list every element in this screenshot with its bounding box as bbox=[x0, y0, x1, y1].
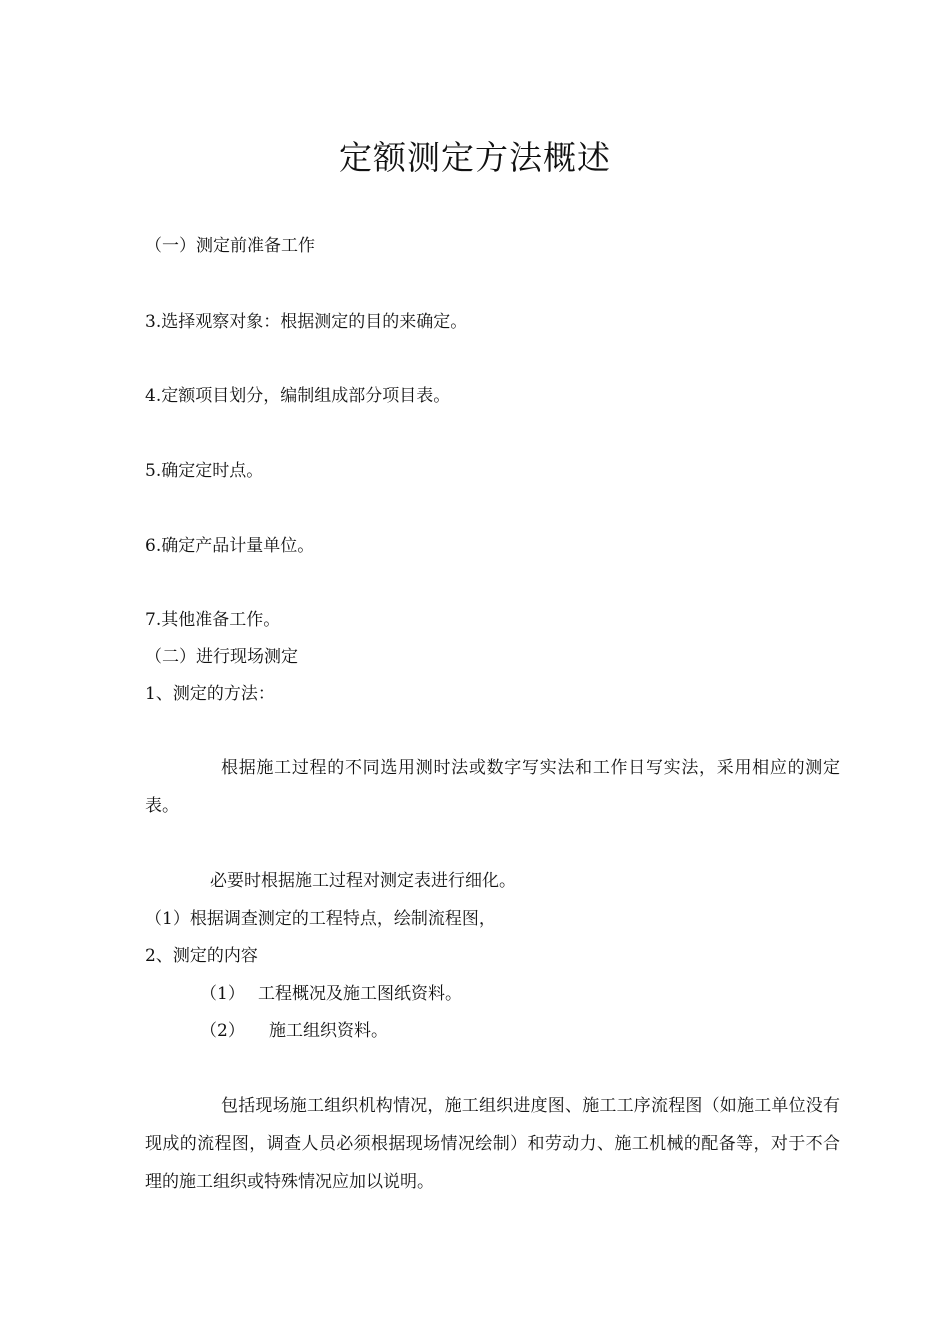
list-item: 4.定额项目划分，编制组成部分项目表。 bbox=[145, 386, 451, 406]
section-heading-preparation: （一）测定前准备工作 bbox=[145, 236, 315, 256]
list-item: 7.其他准备工作。 bbox=[145, 610, 281, 630]
document-title: 定额测定方法概述 bbox=[339, 138, 611, 177]
content-item bbox=[200, 1019, 388, 1043]
list-item: 5.确定定时点。 bbox=[145, 461, 264, 481]
content-item-number: （2） bbox=[200, 1021, 245, 1041]
subsection-heading-content: 2、测定的内容 bbox=[145, 946, 258, 966]
list-item: （1）根据调查测定的工程特点，绘制流程图， bbox=[145, 909, 496, 929]
content-item-text: 工程概况及施工图纸资料。 bbox=[258, 984, 462, 1004]
content-item-text: 施工组织资料。 bbox=[269, 1021, 388, 1041]
list-item: 3.选择观察对象：根据测定的目的来确定。 bbox=[145, 312, 468, 332]
content-item bbox=[200, 982, 462, 1006]
section-heading-field-measurement: （二）进行现场测定 bbox=[145, 647, 298, 667]
paragraph-method: 根据施工过程的不同选用测时法或数字写实法和工作日写实法，采用相应的测定表。 bbox=[145, 758, 840, 816]
subsection-heading-method: 1、测定的方法： bbox=[145, 684, 275, 704]
paragraph-refine: 必要时根据施工过程对测定表进行细化。 bbox=[210, 871, 516, 891]
list-item: 6.确定产品计量单位。 bbox=[145, 536, 315, 556]
paragraph-organization: 包括现场施工组织机构情况，施工组织进度图、施工工序流程图（如施工单位没有现成的流程图，调查人员必须根据现场情况绘制）和劳动力、施工机械的配备等，对于不合理的施工组织或特殊情况应加以说明。 bbox=[145, 1096, 840, 1192]
content-item-number: （1） bbox=[200, 984, 245, 1004]
